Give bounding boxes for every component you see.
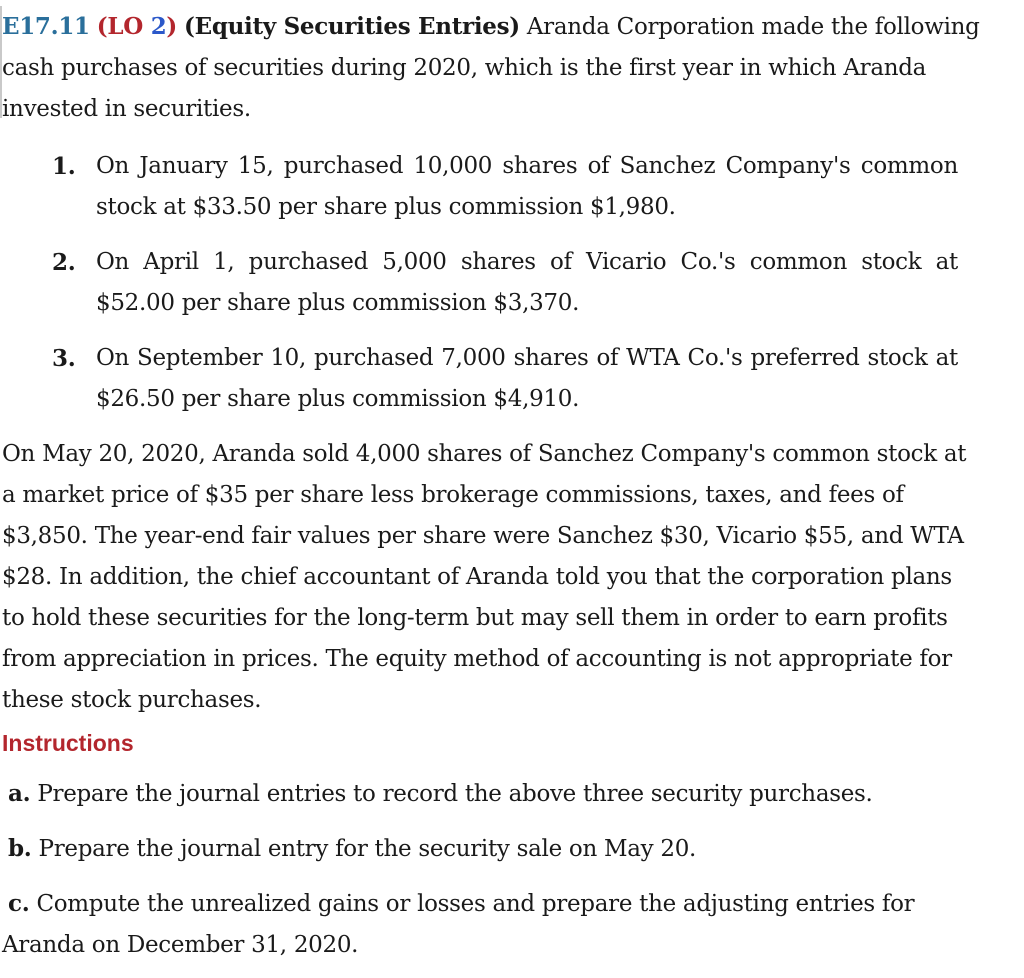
purchase-item-2 [2,242,958,324]
instruction-a [2,773,1002,815]
purchase-item-number: 2. [52,249,76,276]
purchase-item-text: On September 10, purchased 7,000 shares of WTA Co.'s preferred stock at $26.50 per share plus commission $4,910. [96,345,958,412]
instruction-b [2,828,1002,870]
purchase-item-number: 3. [52,345,76,372]
intro-text: Aranda Corporation made the following cash purchases of securities during 2020, which is the first year in which Aranda invested in securities. [2,14,980,122]
lo-close: ) [166,13,178,40]
instruction-letter: c. [8,890,30,917]
purchase-list [2,146,1002,420]
purchase-item-number: 1. [52,153,76,180]
exercise-code: E17.11 [2,13,90,40]
instruction-text: Prepare the journal entries to record the above three security purchases. [37,781,873,807]
purchase-item-1 [2,146,958,228]
instruction-letter: a. [8,780,31,807]
instruction-c [2,883,962,966]
lo-number-link[interactable]: 2 [150,13,167,40]
instruction-text: Compute the unrealized gains or losses and prepare the adjusting entries for Aranda on December 31, 2020. [2,891,915,958]
purchase-item-text: On April 1, purchased 5,000 shares of Vicario Co.'s common stock at $52.00 per share plus commission $3,370. [96,249,958,316]
sale-paragraph: On May 20, 2020, Aranda sold 4,000 shares of Sanchez Company's common stock at a market price of $35 per share less brokerage commissions, taxes, and fees of $3,850. The year-end fair values per share were Sanchez $30, Vicario $55, and WTA $28. In addition, the chief accountant of Aranda told you that the corporation plans to hold these securities for the long-term but may sell them in order to earn profits from appreciation in prices. The equity method of accounting is not appropriate for these stock purchases. [2,441,967,713]
instruction-letter: b. [8,835,32,862]
exercise-title: (Equity Securities Entries) [184,13,520,40]
purchase-item-text: On January 15, purchased 10,000 shares of Sanchez Company's common stock at $33.50 per share plus commission $1,980. [96,153,958,220]
learning-objective [97,13,177,40]
instruction-text: Prepare the journal entry for the security sale on May 20. [38,836,697,862]
instructions-heading: Instructions [2,730,134,756]
exercise-intro [2,6,1002,130]
lo-open: (LO [96,13,143,40]
purchase-item-3 [2,338,958,420]
